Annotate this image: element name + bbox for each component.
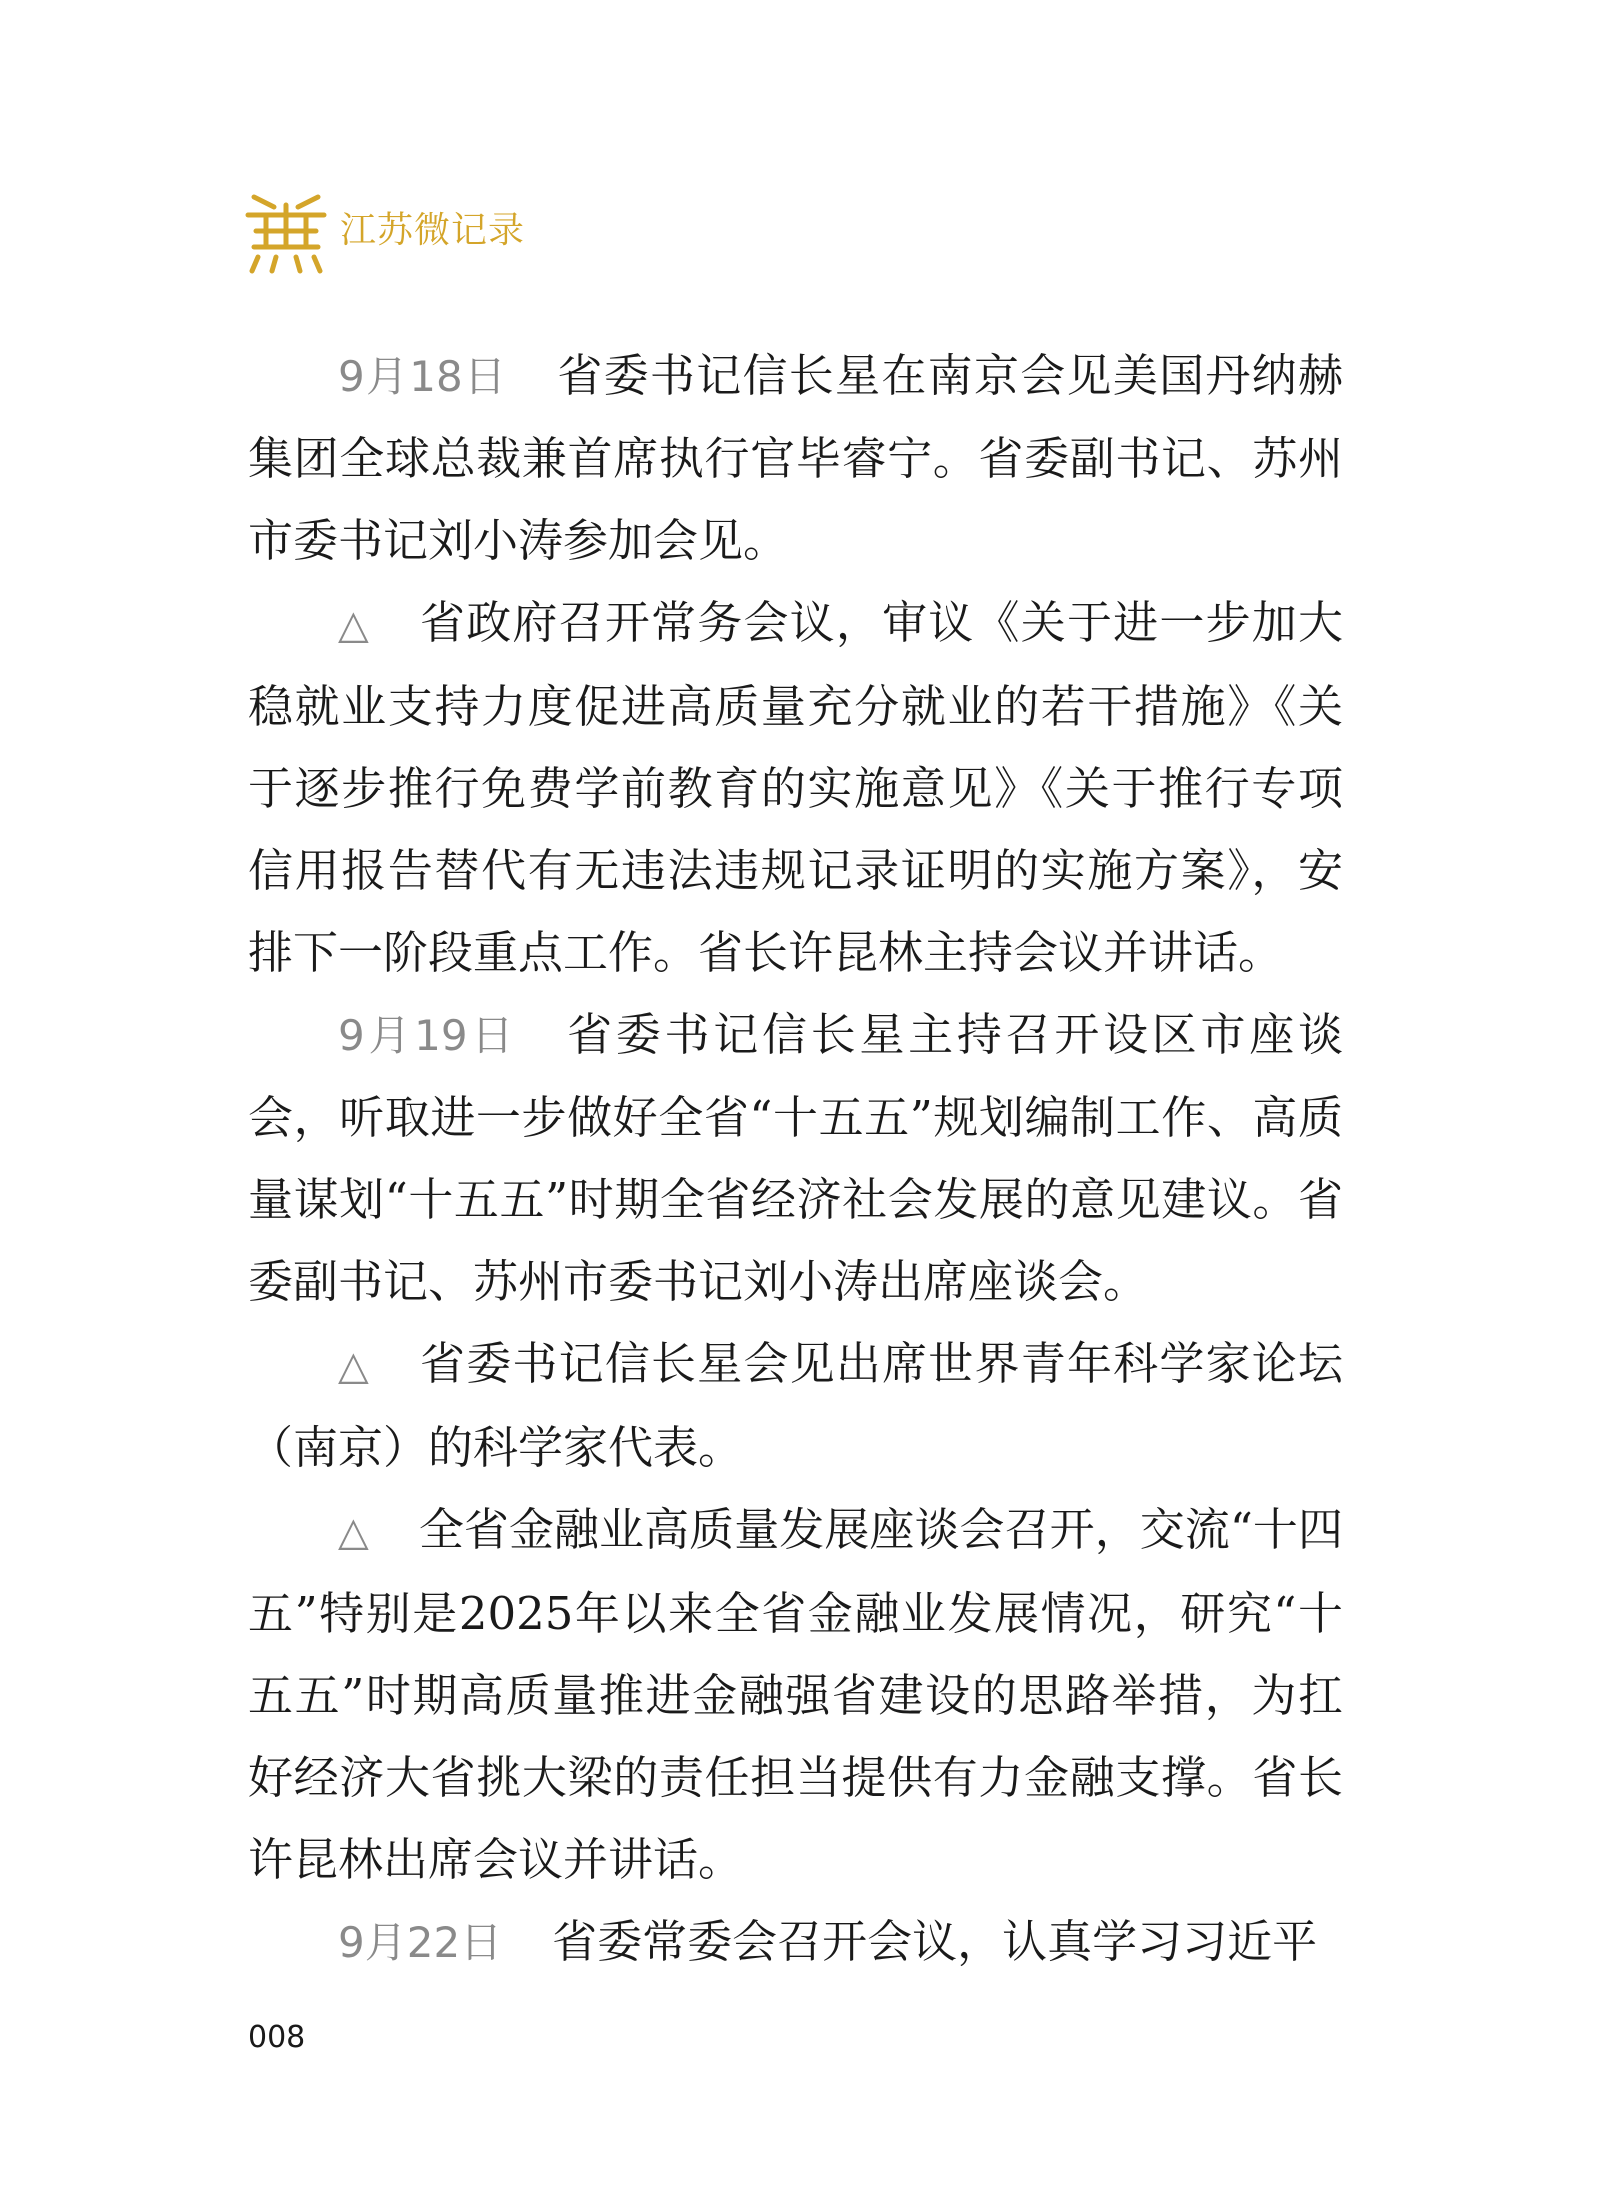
entry-paragraph <box>248 1901 1343 1984</box>
entry-paragraph <box>248 335 1343 582</box>
entry-text: 省委常委会召开会议，认真学习习近平 <box>552 1915 1318 1968</box>
entry-paragraph <box>248 582 1343 994</box>
entry-text: 全省金融业高质量发展座谈会召开，交流“十四五”特别是2025年以来全省金融业发展情况，研究“十五五”时期高质量推进金融强省建设的思路举措，为扛好经济大省挑大梁的责任担当提供有力金融支撑。省长许昆林出席会议并讲话。 <box>248 1503 1343 1886</box>
entry-paragraph <box>248 1323 1343 1489</box>
entry-paragraph <box>248 994 1343 1323</box>
entry-text: 省委书记信长星在南京会见美国丹纳赫集团全球总裁兼首席执行官毕睿宁。省委副书记、苏州市委书记刘小涛参加会见。 <box>248 349 1343 567</box>
document-body <box>248 335 1343 1984</box>
entry-text: 省委书记信长星会见出席世界青年科学家论坛（南京）的科学家代表。 <box>248 1337 1343 1474</box>
triangle-icon: △ <box>338 1509 369 1555</box>
entry-date: 9月19日 <box>338 1011 518 1060</box>
triangle-icon: △ <box>338 1343 370 1389</box>
page-header <box>244 185 525 277</box>
triangle-icon: △ <box>338 602 370 648</box>
header-title: 江苏微记录 <box>340 210 526 251</box>
logo-icon <box>244 185 328 277</box>
entry-date: 9月18日 <box>338 352 508 401</box>
entry-text: 省委书记信长星主持召开设区市座谈会，听取进一步做好全省“十五五”规划编制工作、高质量谋划“十五五”时期全省经济社会发展的意见建议。省委副书记、苏州市委书记刘小涛出席座谈会。 <box>248 1008 1343 1308</box>
entry-paragraph <box>248 1489 1343 1901</box>
page-number: 008 <box>248 2020 306 2055</box>
entry-text: 省政府召开常务会议，审议《关于进一步加大稳就业支持力度促进高质量充分就业的若干措施》《关于逐步推行免费学前教育的实施意见》《关于推行专项信用报告替代有无违法违规记录证明的实施方案》，安排下一阶段重点工作。省长许昆林主持会议并讲话。 <box>248 596 1343 979</box>
entry-date: 9月22日 <box>338 1918 503 1967</box>
